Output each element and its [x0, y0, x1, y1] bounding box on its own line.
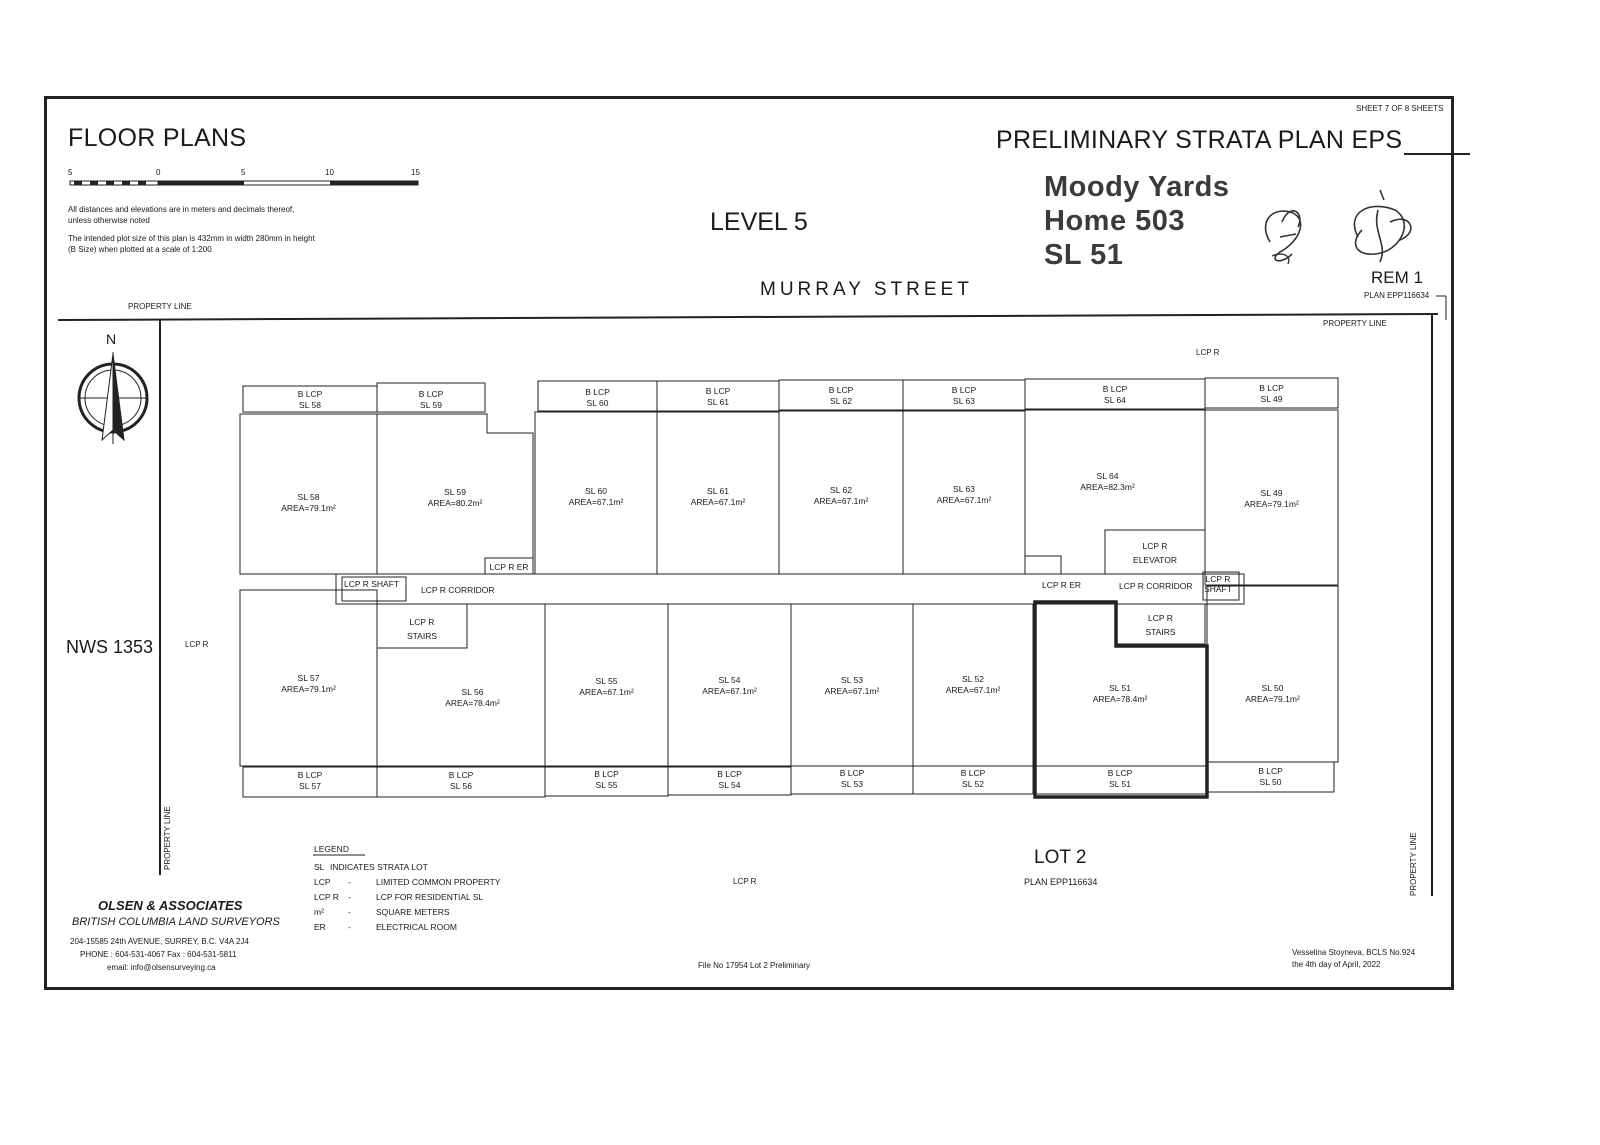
nws-label: NWS 1353: [66, 637, 154, 657]
balcony-lcp-sl53: B LCP SL 53: [839, 768, 865, 789]
balcony-lcp-sl56: B LCP SL 56: [448, 770, 474, 791]
shaft-left-label: LCP R SHAFT: [344, 579, 400, 589]
note-line: (B Size) when plotted at a scale of 1:200: [68, 245, 212, 254]
note-line: The intended plot size of this plan is 432mm in width 280mm in height: [68, 234, 315, 243]
strata-lot-64: SL 64 AREA=82.3m²: [1080, 471, 1135, 492]
lcp-r-label: LCP R: [733, 877, 757, 886]
legend-title: LEGEND: [314, 844, 349, 854]
balcony-lcp-sl59: B LCP SL 59: [418, 389, 444, 410]
lot-label: LOT 2: [1034, 847, 1087, 868]
surveyor-date: the 4th day of April, 2022: [1292, 960, 1381, 969]
strata-lot-57: SL 57 AREA=79.1m²: [281, 673, 336, 694]
strata-lot-50: SL 50 AREA=79.1m²: [1245, 683, 1300, 704]
corridor-right-label: LCP R CORRIDOR: [1119, 581, 1193, 591]
firm-phone: PHONE : 604-531-4067 Fax : 604-531-5811: [80, 950, 237, 959]
balcony-lcp-sl55: B LCP SL 55: [594, 769, 619, 790]
sheet-number: SHEET 7 OF 8 SHEETS: [1356, 104, 1444, 113]
strata-lot-49: SL 49 AREA=79.1m²: [1244, 488, 1299, 509]
strata-lot-62: SL 62 AREA=67.1m²: [813, 485, 869, 506]
lcp-r-label: LCP R: [185, 640, 209, 649]
balcony-lcp-sl58: B LCP SL 58: [297, 389, 323, 410]
balcony-lcp-sl63: B LCP SL 63: [951, 385, 977, 406]
strata-lot-56: SL 56 AREA=78.4m²: [445, 687, 500, 708]
firm-address: 204-15585 24th AVENUE, SURREY, B.C. V4A 2J4: [70, 937, 249, 946]
stairs-right-label: LCP R STAIRS: [1145, 613, 1176, 637]
note-line: unless otherwise noted: [68, 216, 150, 225]
firm-subtitle: BRITISH COLUMBIA LAND SURVEYORS: [72, 916, 280, 928]
scale-tick: 0: [156, 168, 161, 177]
surveyor-name: Vesselina Stoyneva, BCLS No.924: [1292, 948, 1416, 957]
elevator-label: LCP R ELEVATOR: [1133, 541, 1177, 565]
strata-lot-51: SL 51 AREA=78.4m²: [1092, 683, 1148, 704]
electrical-room-left: LCP R ER: [489, 562, 529, 572]
strata-lot-52: SL 52 AREA=67.1m²: [945, 674, 1001, 695]
electrical-room-right: LCP R ER: [1042, 580, 1082, 590]
file-number: File No 17954 Lot 2 Preliminary: [698, 961, 811, 970]
strata-lot-53: SL 53 AREA=67.1m²: [824, 675, 880, 696]
lot-plan: PLAN EPP116634: [1024, 877, 1098, 887]
floor-plans-title: FLOOR PLANS: [68, 124, 247, 152]
strata-lot-60: SL 60 AREA=67.1m²: [568, 486, 624, 507]
stairs-left-label: LCP R STAIRS: [406, 617, 438, 641]
note-line: All distances and elevations are in meters and decimals thereof,: [68, 205, 295, 214]
strata-lot-63: SL 63 AREA=67.1m²: [936, 484, 992, 505]
property-line-label: PROPERTY LINE: [1323, 319, 1387, 328]
strata-lot-55: SL 55 AREA=67.1m²: [579, 676, 634, 697]
scale-tick: 15: [411, 168, 420, 177]
balcony-lcp-sl61: B LCP SL 61: [705, 386, 731, 407]
scale-tick: 5: [68, 168, 73, 177]
balcony-lcp-sl64: B LCP SL 64: [1102, 384, 1128, 405]
level-label: LEVEL 5: [710, 208, 808, 236]
balcony-lcp-sl51: B LCP SL 51: [1107, 768, 1133, 789]
strata-lot-61: SL 61 AREA=67.1m²: [690, 486, 746, 507]
lcp-r-label: LCP R: [1196, 348, 1220, 357]
corridor-left-label: LCP R CORRIDOR: [421, 585, 495, 595]
project-name: Moody Yards: [1044, 171, 1230, 203]
strata-lot-58: SL 58 AREA=79.1m²: [281, 492, 336, 513]
balcony-lcp-sl54: B LCP SL 54: [717, 769, 742, 790]
balcony-lcp-sl57: B LCP SL 57: [297, 770, 323, 791]
balcony-lcp-sl62: B LCP SL 62: [828, 385, 854, 406]
project-strata-lot: SL 51: [1044, 239, 1124, 271]
shaft-right-label: LCP R SHAFT: [1204, 574, 1232, 594]
street-name: MURRAY STREET: [760, 279, 973, 300]
firm-name: OLSEN & ASSOCIATES: [98, 898, 243, 913]
strata-lot-54: SL 54 AREA=67.1m²: [702, 675, 757, 696]
balcony-lcp-sl52: B LCP SL 52: [960, 768, 986, 789]
north-label: N: [106, 331, 117, 347]
balcony-lcp-sl60: B LCP SL 60: [585, 387, 610, 408]
property-line-label: PROPERTY LINE: [1409, 832, 1418, 896]
project-home: Home 503: [1044, 205, 1186, 237]
balcony-lcp-sl50: B LCP SL 50: [1258, 766, 1283, 787]
firm-email: email: info@olsensurveying.ca: [107, 963, 216, 972]
rem-plan: PLAN EPP116634: [1364, 291, 1430, 300]
strata-lot-59: SL 59 AREA=80.2m²: [427, 487, 483, 508]
rem-label: REM 1: [1371, 268, 1423, 287]
property-line-label: PROPERTY LINE: [128, 302, 192, 311]
property-line-label: PROPERTY LINE: [163, 806, 172, 870]
scale-tick: 10: [325, 168, 334, 177]
strata-plan-title-text: PRELIMINARY STRATA PLAN EPS: [996, 126, 1403, 154]
balcony-lcp-sl49: B LCP SL 49: [1259, 383, 1284, 404]
scale-tick: 5: [241, 168, 246, 177]
